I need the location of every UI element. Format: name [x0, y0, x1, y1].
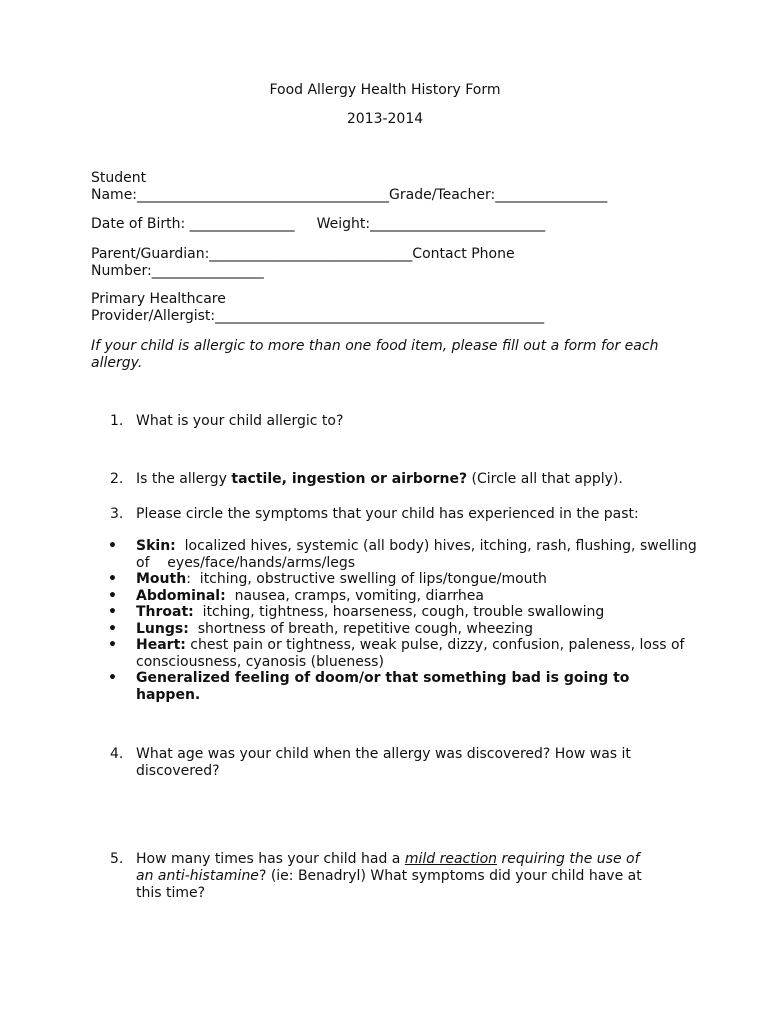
symptom-item[interactable]: • Lungs: shortness of breath, repetitive cough, wheezing: [108, 620, 533, 637]
symptom-item[interactable]: • Generalized feeling of doom/or that something bad is going to happen.: [108, 670, 630, 703]
q4-number: 4.: [110, 746, 124, 762]
q1-text: What is your child allergic to?: [136, 413, 344, 429]
q2-text: Is the allergy tactile, ingestion or airborne? (Circle all that apply).: [136, 471, 623, 487]
q4-text: What age was your child when the allergy was discovered? How was it discovered?: [136, 746, 631, 779]
student-label: Student: [91, 170, 147, 186]
q5-number: 5.: [110, 851, 124, 867]
q5-text: How many times has your child had a mild reaction requiring the use of an anti-histamine? (ie: Benadryl) What symptoms did your child have at this time?: [136, 851, 642, 901]
symptom-item[interactable]: • Throat: itching, tightness, hoarseness, cough, trouble swallowing: [108, 604, 605, 620]
name-grade-line: Name:____________________________________Grade/Teacher:________________: [91, 186, 608, 203]
dob-weight-field[interactable]: [91, 216, 691, 233]
symptom-item[interactable]: • Abdominal: nausea, cramps, vomiting, diarrhea: [108, 587, 484, 604]
weight-line: Weight:_________________________: [316, 216, 546, 232]
provider-label: Primary Healthcare: [91, 291, 226, 307]
q2-number: 2.: [110, 471, 124, 487]
q3-text: Please circle the symptoms that your child has experienced in the past:: [136, 506, 639, 522]
symptom-list: [108, 538, 702, 703]
phone-line: Number:________________: [91, 262, 264, 279]
symptom-item[interactable]: • Skin: localized hives, systemic (all body) hives, itching, rash, flushing, swelling of eyes/face/hands/arms/legs: [108, 538, 702, 571]
parent-line: Parent/Guardian:_____________________________Contact Phone: [91, 246, 515, 262]
provider-line: Provider/Allergist:_______________________________________________: [91, 307, 545, 324]
q2-options: tactile, ingestion or airborne?: [231, 471, 468, 487]
student-name-field[interactable]: [91, 170, 691, 203]
instruction-text: If your child is allergic to more than one food item, please fill out a form for each allergy.: [91, 338, 659, 371]
symptom-item[interactable]: • Mouth: itching, obstructive swelling of lips/tongue/mouth: [108, 571, 547, 587]
form-title: Food Allergy Health History Form: [269, 82, 501, 98]
form-year: 2013-2014: [346, 111, 424, 127]
q3-number: 3.: [110, 506, 124, 522]
dob-line: Date of Birth: _______________: [91, 216, 295, 232]
parent-field[interactable]: [91, 246, 691, 279]
symptom-item[interactable]: • Heart: chest pain or tightness, weak pulse, dizzy, confusion, paleness, loss of consciousness, cyanosis (blueness): [108, 637, 689, 670]
q1-number: 1.: [110, 413, 124, 429]
mild-reaction-term: mild reaction: [404, 851, 498, 867]
provider-field[interactable]: [91, 291, 691, 324]
